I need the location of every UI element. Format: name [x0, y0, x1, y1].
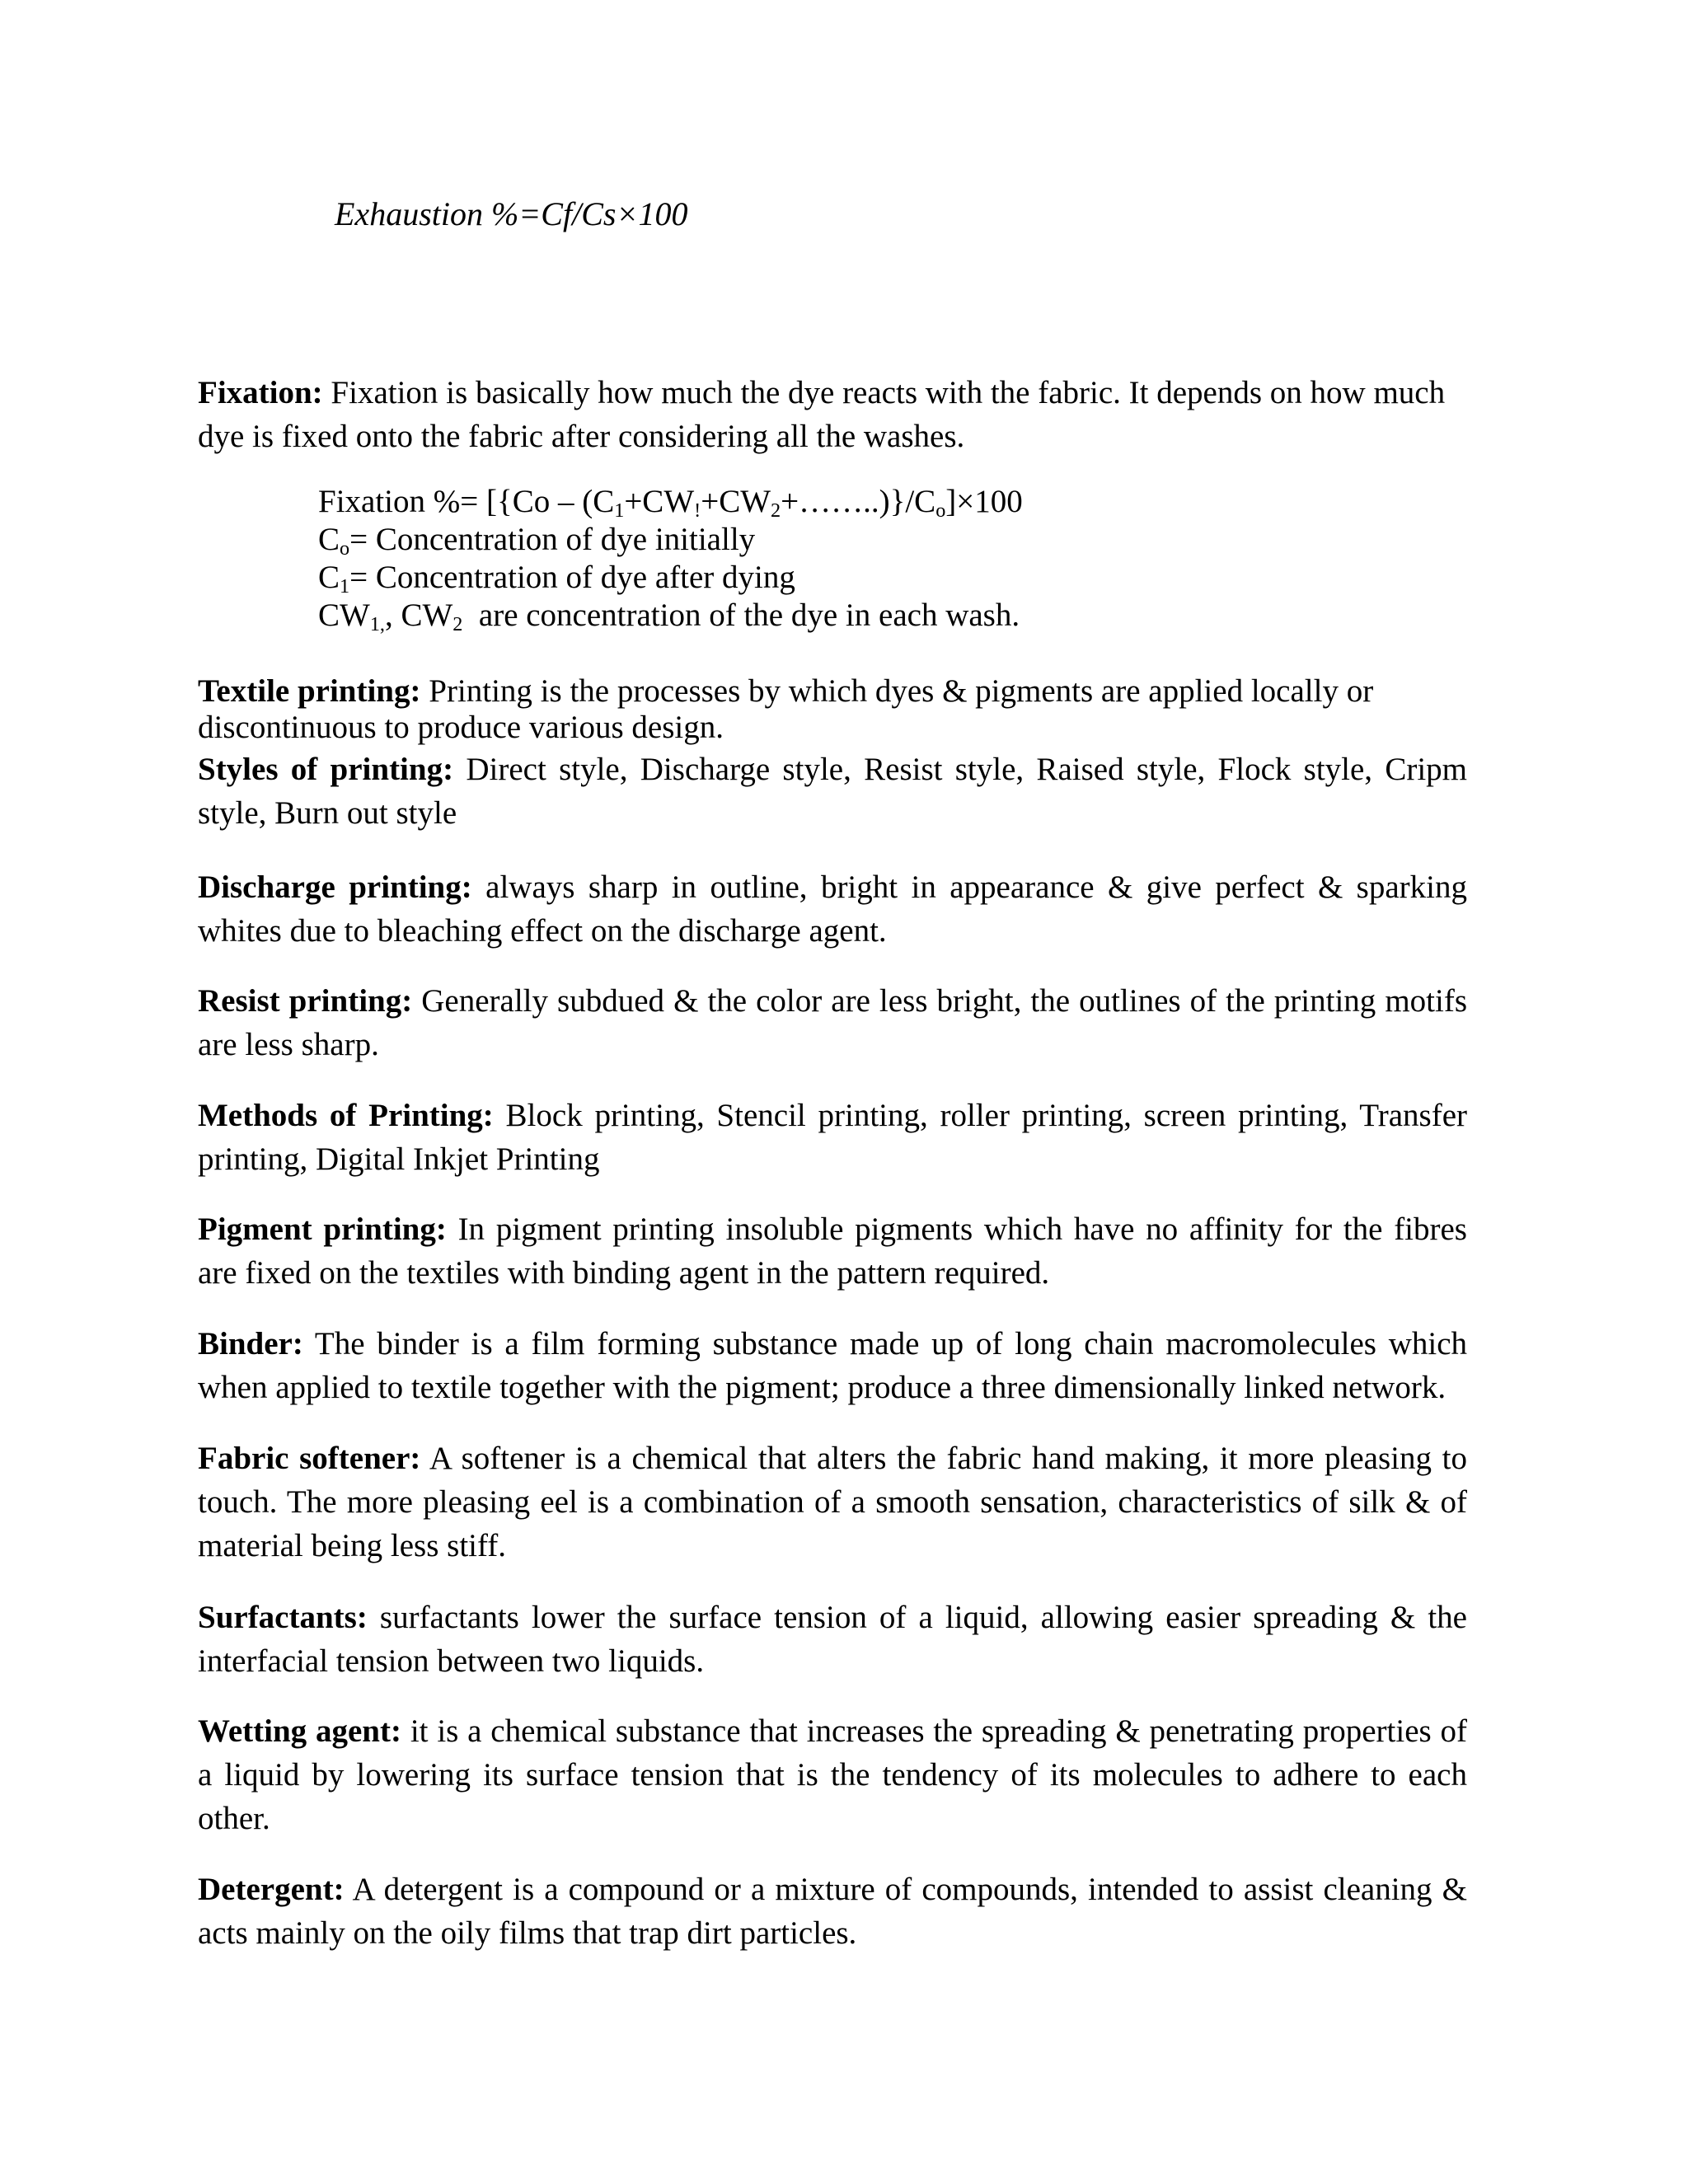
pigment-printing-text: In pigment printing insoluble pigments which have no affinity for the fibres are fixed on the textiles with binding agent in the pattern required. — [198, 1212, 1467, 1291]
methods-of-printing-paragraph — [198, 1094, 1467, 1181]
resist-printing-text: Generally subdued & the color are less bright, the outlines of the printing motifs are less sharp. — [198, 983, 1468, 1062]
co-definition: $C_o=$ Concentration of dye initially — [318, 522, 756, 560]
pigment-printing-paragraph — [198, 1207, 1467, 1295]
textile-printing-term: Textile printing: — [198, 673, 421, 709]
wetting-agent-text: it is a chemical substance that increases the spreading & penetrating properties of a liquid by lowering its surface tension that is the tendency of its molecules to adhere to each other. — [198, 1713, 1468, 1836]
surfactants-paragraph — [198, 1596, 1467, 1683]
discharge-printing-paragraph — [198, 865, 1467, 953]
fixation-term: Fixation: — [198, 375, 323, 410]
wetting-agent-paragraph — [198, 1709, 1467, 1840]
resist-printing-term: Resist printing: — [198, 983, 413, 1019]
binder-paragraph — [198, 1322, 1467, 1409]
fixation-formula-line: Fixation %= $[\{Co - (C_1+CW_!+CW_2+\dots\dots..)\}/C_o]\times 100$ — [318, 484, 1023, 523]
cw-definition: $CW_{1,}$, $CW_2$ are concentration of the dye in each wash. — [318, 598, 1020, 636]
detergent-paragraph — [198, 1868, 1467, 1955]
styles-of-printing-text: Direct style, Discharge style, Resist style, Raised style, Flock style, Cripm style, Burn out style — [198, 752, 1468, 831]
discharge-printing-term: Discharge printing: — [198, 869, 472, 905]
c1-definition: $C_1=$ Concentration of dye after dying — [318, 560, 795, 598]
fabric-softener-paragraph — [198, 1436, 1467, 1568]
exhaustion-formula: Exhaustion %=Cf/Cs×100 — [335, 195, 688, 232]
methods-of-printing-text: Block printing, Stencil printing, roller printing, screen printing, Transfer printing, Digital Inkjet Printing — [198, 1098, 1467, 1177]
detergent-text: A detergent is a compound or a mixture of compounds, intended to assist cleaning & acts mainly on the oily films that trap dirt particles. — [198, 1872, 1467, 1951]
fixation-formula-block — [318, 483, 1023, 635]
textile-printing-paragraph — [198, 673, 1467, 746]
fabric-softener-term: Fabric softener: — [198, 1441, 421, 1476]
styles-of-printing-term: Styles of printing: — [198, 752, 454, 787]
pigment-printing-term: Pigment printing: — [198, 1212, 447, 1247]
fixation-paragraph — [198, 371, 1467, 458]
textile-printing-text: Printing is the processes by which dyes & pigments are applied locally or discontinuous to produce various design. — [198, 673, 1374, 745]
styles-of-printing-paragraph — [198, 748, 1467, 835]
surfactants-term: Surfactants: — [198, 1600, 368, 1635]
surfactants-text: surfactants lower the surface tension of a liquid, allowing easier spreading & the interfacial tension between two liquids. — [198, 1600, 1467, 1679]
detergent-term: Detergent: — [198, 1872, 345, 1907]
discharge-printing-text: always sharp in outline, bright in appearance & give perfect & sparking whites due to bleaching effect on the discharge agent. — [198, 869, 1467, 949]
binder-text: The binder is a film forming substance made up of long chain macromolecules which when applied to textile together with the pigment; produce a three dimensionally linked network. — [198, 1326, 1468, 1405]
fabric-softener-text: A softener is a chemical that alters the fabric hand making, it more pleasing to touch. The more pleasing eel is a combination of a smooth sensation, characteristics of silk & of material being less stiff. — [198, 1441, 1467, 1563]
methods-of-printing-term: Methods of Printing: — [198, 1098, 494, 1133]
wetting-agent-term: Wetting agent: — [198, 1713, 401, 1749]
resist-printing-paragraph — [198, 979, 1467, 1066]
binder-term: Binder: — [198, 1326, 303, 1361]
fixation-text: Fixation is basically how much the dye reacts with the fabric. It depends on how much dye is fixed onto the fabric after considering all the washes. — [198, 375, 1446, 454]
